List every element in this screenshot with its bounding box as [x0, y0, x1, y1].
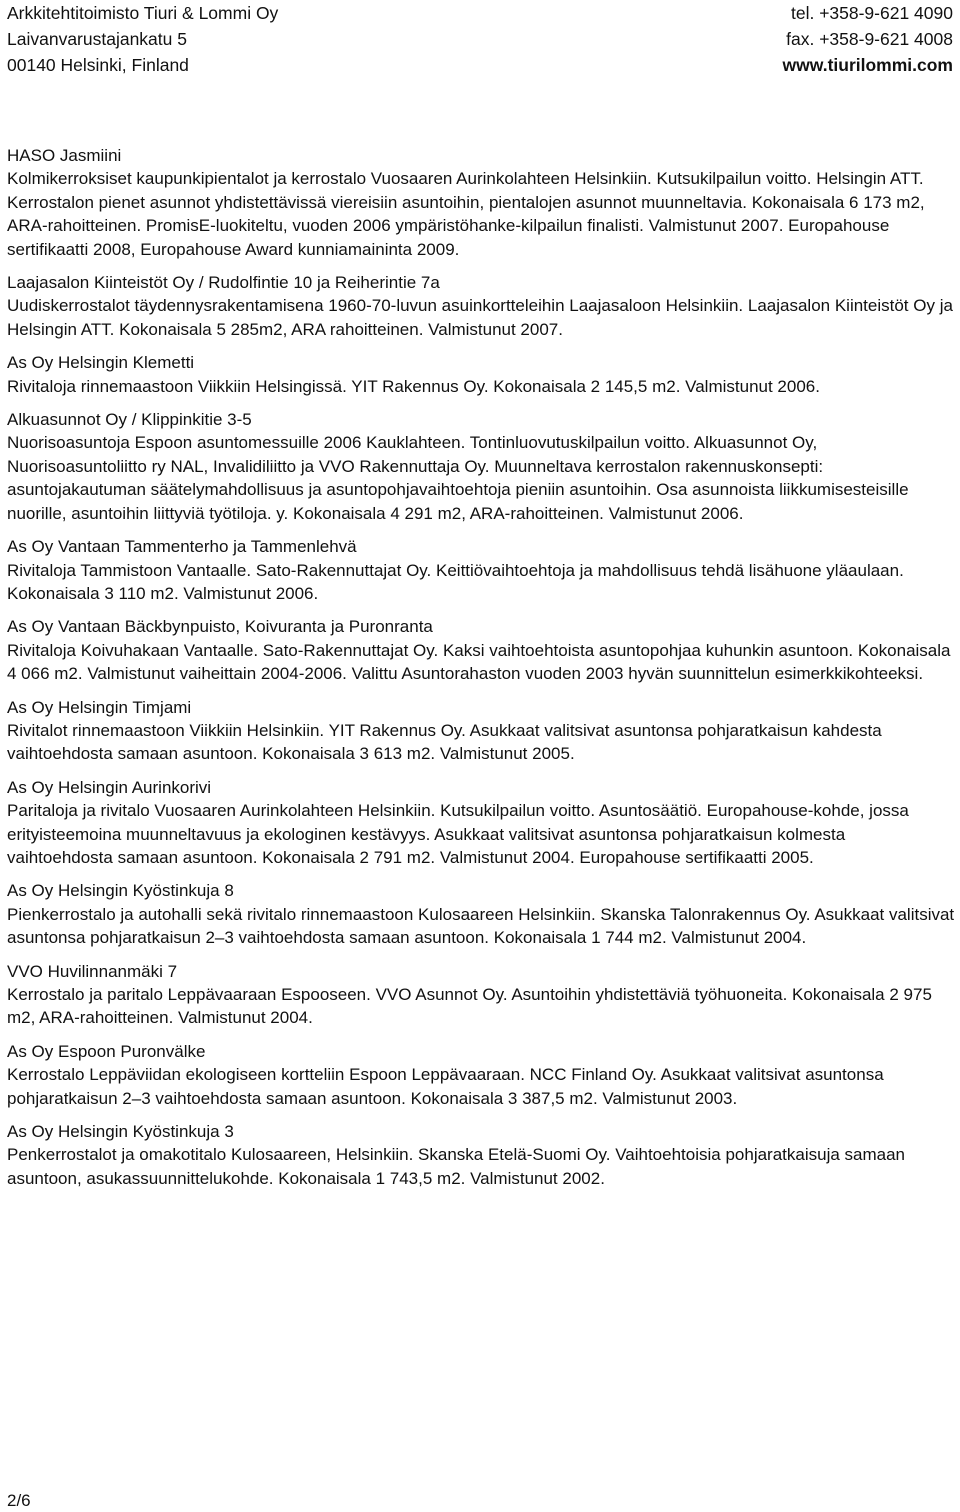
project-description: Uudiskerrostalot täydennysrakentamisena 1960-70-luvun asuinkortteleihin Laajasaloon Helsinkiin. Laajasalon Kiinteistöt Oy ja Helsingin ATT. Kokonaisala 5 285m2, ARA rahoitteinen. Valmistunut 2007. — [7, 296, 953, 339]
project-entry — [7, 960, 955, 1030]
project-entry — [7, 144, 955, 261]
project-title: As Oy Helsingin Timjami — [7, 697, 192, 717]
project-list — [7, 144, 955, 1200]
project-title: As Oy Vantaan Bäckbynpuisto, Koivuranta ja Puronranta — [7, 617, 433, 637]
city-address: 00140 Helsinki, Finland — [7, 55, 189, 75]
phone-number: tel. +358-9-621 4090 — [790, 3, 953, 23]
letterhead-row-2 — [7, 26, 953, 52]
website-link[interactable]: www.tiurilommi.com — [782, 55, 953, 75]
project-title: HASO Jasmiini — [7, 146, 122, 165]
project-description: Kerrostalo Leppäviidan ekologiseen kortteliin Espoon Leppävaaraan. NCC Finland Oy. Asukkaat valitsivat asuntonsa pohjaratkaisun 2–3 vaihtoehdosta samaan asuntoon. Kokonaisala 3 387,5 m2. Valmistunut 2003. — [7, 1065, 884, 1108]
project-entry — [7, 696, 955, 766]
project-description: Rivitaloja rinnemaastoon Viikkiin Helsingissä. YIT Rakennus Oy. Kokonaisala 2 145,5 m2. Valmistunut 2006. — [7, 376, 820, 396]
project-description: Kerrostalo ja paritalo Leppävaaraan Espooseen. VVO Asunnot Oy. Asuntoihin yhdistettäviä työhuoneita. Kokonaisala 2 975 m2, ARA-rahoitteinen. Valmistunut 2004. — [7, 985, 932, 1028]
project-description: Rivitalot rinnemaastoon Viikkiin Helsinkiin. YIT Rakennus Oy. Asukkaat valitsivat asuntonsa pohjaratkaisun kahdesta vaihtoehdosta samaan asuntoon. Kokonaisala 3 613 m2. Valmistunut 2005. — [7, 720, 882, 764]
project-entry — [7, 1040, 955, 1110]
project-entry — [7, 351, 955, 398]
project-description: Kolmikerroksiset kaupunkipientalot ja kerrostalo Vuosaaren Aurinkolahteen Helsinkiin. Kutsukilpailun voitto. Helsingin ATT. Kerrostalon pienet asunnot yhdistettävissä viereisiin asuntoihin, pientalojen asunnot muunneltavia. Kokonaisala 6 173 m2, ARA-rahoitteinen. PromisE-luokiteltu, vuoden 2006 ympäristöhanke-kilpailun finalisti. Valmistunut 2007. Europahouse sertifikaatti 2008, Europahouse Award kunniamaininta 2009. — [7, 169, 925, 259]
letterhead-row-1 — [7, 0, 953, 26]
project-entry — [7, 879, 955, 949]
project-title: As Oy Helsingin Aurinkorivi — [7, 777, 212, 797]
project-entry — [7, 408, 955, 525]
project-title: As Oy Helsingin Kyöstinkuja 3 — [7, 1122, 234, 1142]
letterhead — [7, 0, 953, 78]
project-title: VVO Huvilinnanmäki 7 — [7, 961, 178, 981]
project-title: As Oy Espoon Puronvälke — [7, 1041, 206, 1061]
street-address: Laivanvarustajankatu 5 — [7, 29, 187, 49]
project-description: Penkerrostalot ja omakotitalo Kulosaareen, Helsinkiin. Skanska Etelä-Suomi Oy. Vaihtoehtoisia pohjaratkaisuja samaan asuntoon, asukassuunnittelukohde. Kokonaisala 1 743,5 m2. Valmistunut 2002. — [7, 1145, 906, 1188]
project-description: Nuorisoasuntoja Espoon asuntomessuille 2006 Kauklahteen. Tontinluovutuskilpailun voitto. Alkuasunnot Oy, Nuorisoasuntoliitto ry NAL, Invalidiliitto ja VVO Rakennuttaja Oy. Muunneltava kerrostalon rakennuskonsepti: asuntojakautuman säätelymahdollisuus ja asuntopohjavaihtoehtoja pieniin asuntoihin. Osa asunnoista liikkumisesteisille nuorille, asuntoihin liittyviä työtiloja. y. Kokonaisala 4 291 m2, ARA-rahoitteinen. Valmistunut 2006. — [7, 433, 909, 523]
project-title: As Oy Vantaan Tammenterho ja Tammenlehvä — [7, 537, 357, 557]
page-number: 2/6 — [7, 1491, 31, 1510]
project-description: Rivitaloja Koivuhakaan Vantaalle. Sato-Rakennuttajat Oy. Kaksi vaihtoehtoista asuntopohjaa kuhunkin asuntoon. Kokonaisala 4 066 m2. Valmistunut vaiheittain 2004-2006. Valittu Asuntorahaston vuoden 2003 hyvän suunnittelun esimerkkikohteeksi. — [7, 640, 951, 684]
project-title: Laajasalon Kiinteistöt Oy / Rudolfintie 10 ja Reiherintie 7a — [7, 273, 440, 293]
project-title: As Oy Helsingin Kyöstinkuja 8 — [7, 881, 234, 901]
project-entry — [7, 535, 955, 605]
project-description: Pienkerrostalo ja autohalli sekä rivitalo rinnemaastoon Kulosaareen Helsinkiin. Skanska Talonrakennus Oy. Asukkaat valitsivat asuntonsa pohjaratkaisun 2–3 vaihtoehdosta samaan asuntoon. Kokonaisala 1 744 m2. Valmistunut 2004. — [7, 904, 955, 948]
project-entry — [7, 776, 955, 870]
company-name: Arkkitehtitoimisto Tiuri & Lommi Oy — [7, 3, 279, 23]
project-entry — [7, 1120, 955, 1190]
letterhead-row-3 — [7, 52, 953, 78]
project-description: Rivitaloja Tammistoon Vantaalle. Sato-Rakennuttajat Oy. Keittiövaihtoehtoja ja mahdollisuus tehdä lisähuone yläaulaan. Kokonaisala 3 110 m2. Valmistunut 2006. — [7, 560, 904, 603]
fax-number: fax. +358-9-621 4008 — [786, 29, 953, 49]
project-title: As Oy Helsingin Klemetti — [7, 353, 195, 373]
project-description: Paritaloja ja rivitalo Vuosaaren Aurinkolahteen Helsinkiin. Kutsukilpailun voitto. Asuntosäätiö. Europahouse-kohde, jossa erityisteemoina muunneltavuus ja ekologinen kestävyys. Asukkaat valitsivat asuntonsa pohjaratkaisun kolmesta vaihtoehdosta samaan asuntoon. Kokonaisala 2 791 m2. Valmistunut 2004. Europahouse sertifikaatti 2005. — [7, 801, 909, 867]
project-entry — [7, 271, 955, 341]
project-title: Alkuasunnot Oy / Klippinkitie 3-5 — [7, 410, 252, 430]
project-entry — [7, 615, 955, 685]
